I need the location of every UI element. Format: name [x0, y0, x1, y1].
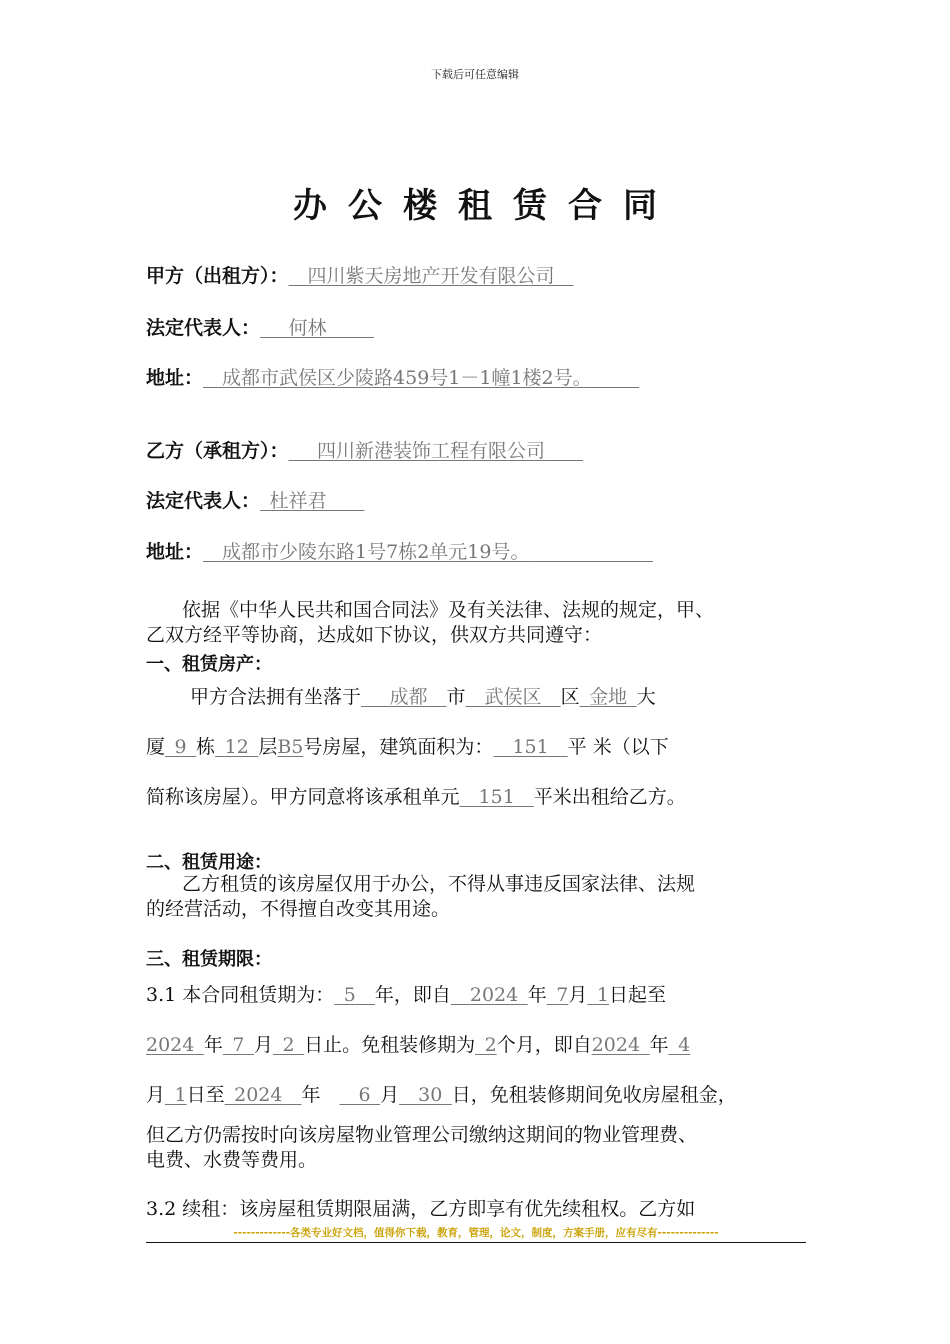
free-end-month-field: 6 — [358, 1084, 371, 1106]
party-b-line — [146, 436, 583, 463]
party-a-name: 四川紫天房地产开发有限公司 — [307, 265, 555, 287]
section-3-line-4: 但乙方仍需按时向该房屋物业管理公司缴纳这期间的物业管理费、 — [146, 1124, 698, 1146]
party-b-rep-value: 杜祥君 — [269, 490, 327, 512]
party-b-label: 乙方（承租方）： — [146, 440, 289, 462]
section-2-heading: 二、租赁用途： — [146, 852, 272, 873]
party-b-addr-label: 地址： — [146, 541, 204, 563]
party-b-name: 四川新港装饰工程有限公司 — [317, 440, 546, 462]
party-b-rep-label: 法定代表人： — [146, 490, 261, 512]
section-1-heading: 一、租赁房产： — [146, 654, 272, 675]
district-field: 武侯区 — [484, 686, 542, 708]
free-end-year-field: 2024 — [234, 1084, 283, 1106]
start-year-field: 2024 — [469, 984, 519, 1006]
section-1-line-2: 厦 9 栋 12 层B5号房屋，建筑面积为： 151 平 米（以下 — [146, 736, 669, 758]
section-1-line-1: 甲方合法拥有坐落于 成都 市 武侯区 区 金地 大 — [190, 686, 656, 708]
area-field: 151 — [512, 736, 549, 758]
section-3-heading: 三、租赁期限： — [146, 949, 272, 970]
floor-field: 12 — [224, 736, 249, 758]
footer-promo-bar: -------------各类专业好文档，值得你下载，教育，管理，论文，制度，方案手册，应有尽有-------------- — [146, 1225, 806, 1243]
party-a-addr-label: 地址： — [146, 367, 204, 389]
rent-area-field: 151 — [478, 786, 515, 808]
years-field: 5 — [343, 984, 356, 1006]
building-field: 金地 — [589, 686, 628, 708]
party-b-rep-line — [146, 486, 365, 513]
section-2-line-2: 的经营活动，不得擅自改变其用途。 — [146, 898, 451, 920]
section-3-line-6: 3.2 续租：该房屋租赁期限届满，乙方即享有优先续租权。乙方如 — [146, 1198, 696, 1220]
party-a-addr-line — [146, 363, 639, 390]
city-field: 成都 — [389, 686, 428, 708]
start-day-field: 1 — [596, 984, 609, 1006]
party-a-line — [146, 261, 574, 288]
room-field: B5 — [277, 736, 304, 758]
section-3-line-5: 电费、水费等费用。 — [146, 1149, 318, 1171]
free-months-field: 2 — [484, 1034, 497, 1056]
preamble-line-1: 依据《中华人民共和国合同法》及有关法律、法规的规定，甲、 — [182, 599, 715, 621]
header-note: 下载后可任意编辑 — [431, 68, 519, 81]
party-a-rep-label: 法定代表人： — [146, 317, 261, 339]
start-month-field: 7 — [556, 984, 569, 1006]
free-start-day-field: 1 — [174, 1084, 187, 1106]
section-3-line-2: 2024 年 7 月 2 日止。免租装修期为 2个月，即自2024 年 4 — [146, 1034, 691, 1056]
free-start-year-field: 2024 — [591, 1034, 641, 1056]
document-title: 办公楼租赁合同 — [293, 186, 678, 226]
free-end-day-field: 30 — [418, 1084, 443, 1106]
party-a-rep-line — [146, 313, 374, 340]
block-field: 9 — [174, 736, 187, 758]
free-start-month-field: 4 — [678, 1034, 691, 1056]
party-b-addr-line — [146, 537, 653, 564]
section-3-line-3: 月 1日至 2024 年 6 月 30 日，免租装修期间免收房屋租金， — [146, 1084, 737, 1106]
section-1-line-3: 简称该房屋）。甲方同意将该承租单元 151 平米出租给乙方。 — [146, 786, 686, 808]
end-month-field: 7 — [232, 1034, 245, 1056]
section-3-line-1: 3.1 本合同租赁期为： 5 年，即自 2024 年 7月 1日起至 — [146, 984, 666, 1006]
party-a-rep-value: 何林 — [288, 317, 327, 339]
end-day-field: 2 — [282, 1034, 295, 1056]
party-a-label: 甲方（出租方）： — [146, 265, 289, 287]
party-b-addr-value: 成都市少陵东路1号7栋2单元19号。 — [222, 541, 530, 563]
section-2-line-1: 乙方租赁的该房屋仅用于办公，不得从事违反国家法律、法规 — [182, 873, 696, 895]
party-a-addr-value: 成都市武侯区少陵路459号1－1幢1楼2号。 — [222, 367, 592, 389]
preamble-line-2: 乙双方经平等协商，达成如下协议，供双方共同遵守： — [146, 624, 603, 646]
end-year-field: 2024 — [146, 1034, 195, 1056]
